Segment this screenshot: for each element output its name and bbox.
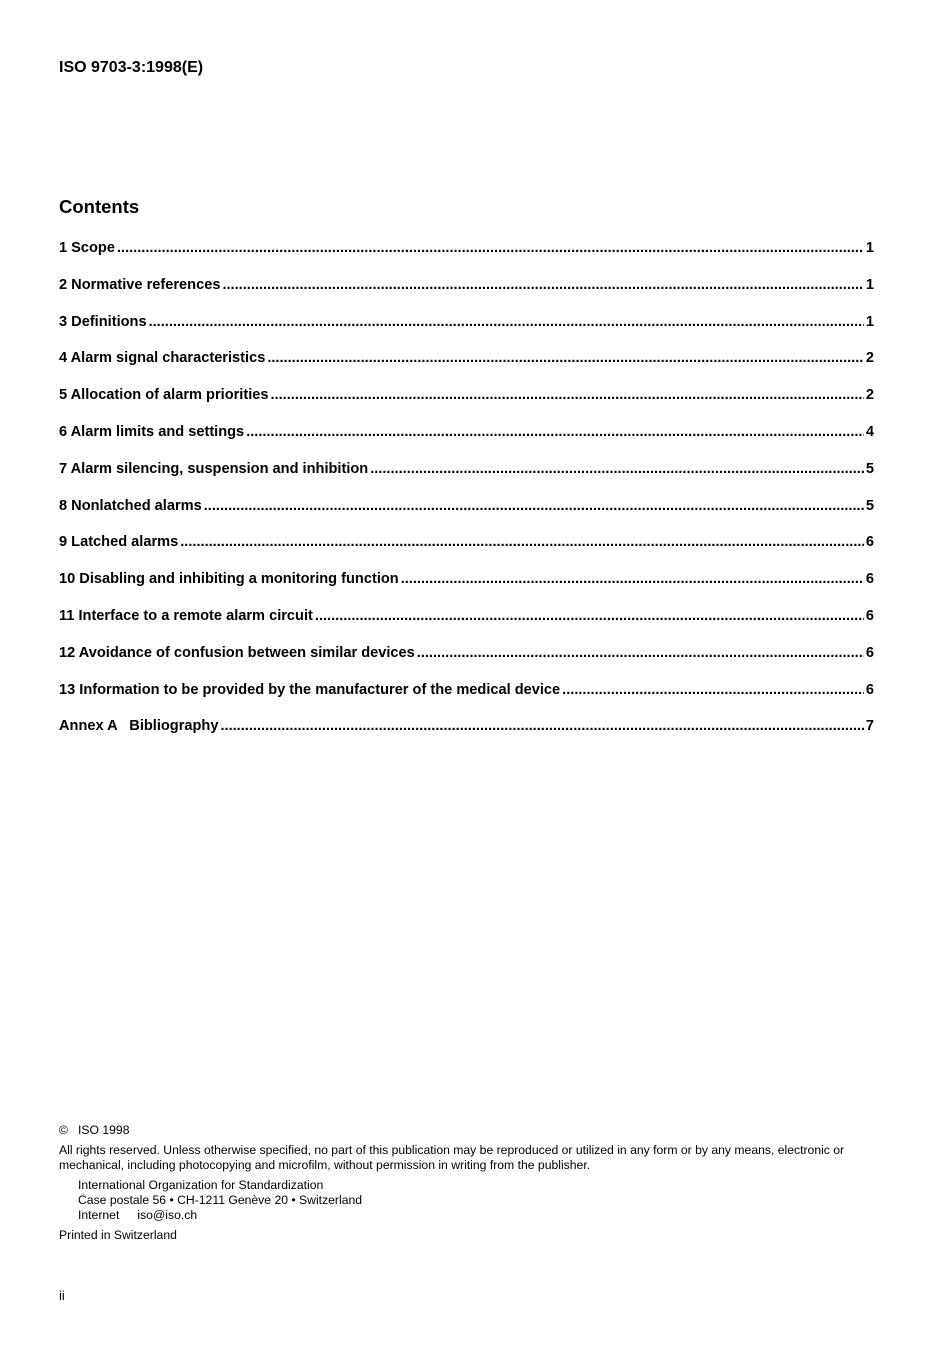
toc-entry-definitions[interactable] — [59, 314, 874, 351]
toc-entry-title: 3 Definitions — [59, 313, 147, 330]
toc-dot-leader — [220, 718, 863, 734]
toc-entry-page: 7 — [865, 718, 874, 735]
toc-dot-leader — [267, 350, 864, 366]
toc-dot-leader — [370, 461, 864, 477]
toc-dot-leader — [180, 534, 864, 550]
toc-entry-alarm-silencing[interactable] — [59, 461, 874, 498]
toc-entry-normative-references[interactable] — [59, 277, 874, 314]
toc-dot-leader — [401, 571, 864, 587]
toc-dot-leader — [222, 277, 863, 293]
table-of-contents — [59, 240, 874, 755]
toc-entry-avoidance-of-confusion[interactable] — [59, 645, 874, 682]
postal-address: Case postale 56 • CH-1211 Genève 20 • Switzerland — [78, 1193, 363, 1207]
toc-entry-alarm-limits-and-settings[interactable] — [59, 424, 874, 461]
toc-entry-scope[interactable] — [59, 240, 874, 277]
toc-entry-page: 6 — [865, 607, 874, 624]
toc-entry-page: 1 — [865, 313, 874, 330]
toc-entry-title: 11 Interface to a remote alarm circuit — [59, 607, 313, 624]
toc-entry-disabling-monitoring-function[interactable] — [59, 571, 874, 608]
toc-dot-leader — [204, 498, 864, 514]
toc-entry-title: 13 Information to be provided by the manufacturer of the medical device — [59, 681, 561, 698]
copyright-symbol: © — [59, 1123, 68, 1137]
toc-entry-page: 6 — [865, 571, 874, 588]
toc-entry-title: 12 Avoidance of confusion between similar devices — [59, 644, 415, 661]
toc-entry-page: 4 — [865, 423, 874, 440]
toc-entry-page: 6 — [865, 681, 874, 698]
toc-dot-leader — [417, 645, 864, 661]
toc-dot-leader — [117, 240, 864, 256]
organization-name: International Organization for Standardization — [78, 1178, 324, 1192]
internet-line — [78, 1208, 877, 1223]
toc-dot-leader — [246, 424, 864, 440]
toc-entry-title: 1 Scope — [59, 240, 115, 256]
toc-entry-page: 6 — [865, 534, 874, 551]
toc-entry-title: 10 Disabling and inhibiting a monitoring function — [59, 571, 399, 588]
toc-entry-page: 1 — [865, 240, 874, 256]
toc-dot-leader — [271, 387, 864, 403]
toc-entry-title: 4 Alarm signal characteristics — [59, 350, 266, 367]
toc-entry-title: 5 Allocation of alarm priorities — [59, 387, 269, 404]
copyright-line — [59, 1123, 877, 1138]
printed-in: Printed in Switzerland — [59, 1228, 177, 1242]
toc-entry-page: 1 — [865, 276, 874, 293]
toc-entry-title: 6 Alarm limits and settings — [59, 423, 245, 440]
copyright-text: ISO 1998 — [77, 1123, 130, 1137]
toc-entry-page: 2 — [865, 387, 874, 404]
toc-entry-page: 5 — [865, 460, 874, 477]
toc-entry-title: 2 Normative references — [59, 276, 221, 293]
toc-entry-page: 2 — [865, 350, 874, 367]
toc-entry-remote-alarm-interface[interactable] — [59, 608, 874, 645]
contents-heading: Contents — [59, 196, 140, 217]
toc-entry-title: 8 Nonlatched alarms — [59, 497, 202, 514]
internet-label: Internet — [78, 1208, 120, 1222]
toc-dot-leader — [149, 314, 864, 330]
toc-entry-latched-alarms[interactable] — [59, 534, 874, 571]
toc-entry-page: 5 — [865, 497, 874, 514]
copyright-footer — [59, 1123, 877, 1243]
internet-email[interactable]: iso@iso.ch — [137, 1208, 198, 1222]
toc-entry-allocation-of-alarm-priorities[interactable] — [59, 387, 874, 424]
toc-entry-page: 6 — [865, 644, 874, 661]
toc-entry-nonlatched-alarms[interactable] — [59, 498, 874, 535]
document-id: ISO 9703-3:1998(E) — [59, 59, 204, 76]
toc-entry-title: 9 Latched alarms — [59, 534, 179, 551]
toc-entry-manufacturer-information[interactable] — [59, 682, 874, 719]
page-number: ii — [59, 1288, 65, 1303]
toc-entry-annex-a-bibliography[interactable] — [59, 718, 874, 755]
toc-entry-alarm-signal-characteristics[interactable] — [59, 350, 874, 387]
toc-entry-title: Annex A Bibliography — [59, 718, 219, 735]
organization-address — [59, 1178, 877, 1223]
toc-dot-leader — [562, 682, 864, 698]
toc-entry-title: 7 Alarm silencing, suspension and inhibition — [59, 460, 369, 477]
rights-statement: All rights reserved. Unless otherwise specified, no part of this publication may be reproduced or utilized in any form or by any means, electronic or mechanical, including photocopying and microfilm, without permission in writing from the publisher. — [59, 1143, 845, 1172]
toc-dot-leader — [315, 608, 864, 624]
